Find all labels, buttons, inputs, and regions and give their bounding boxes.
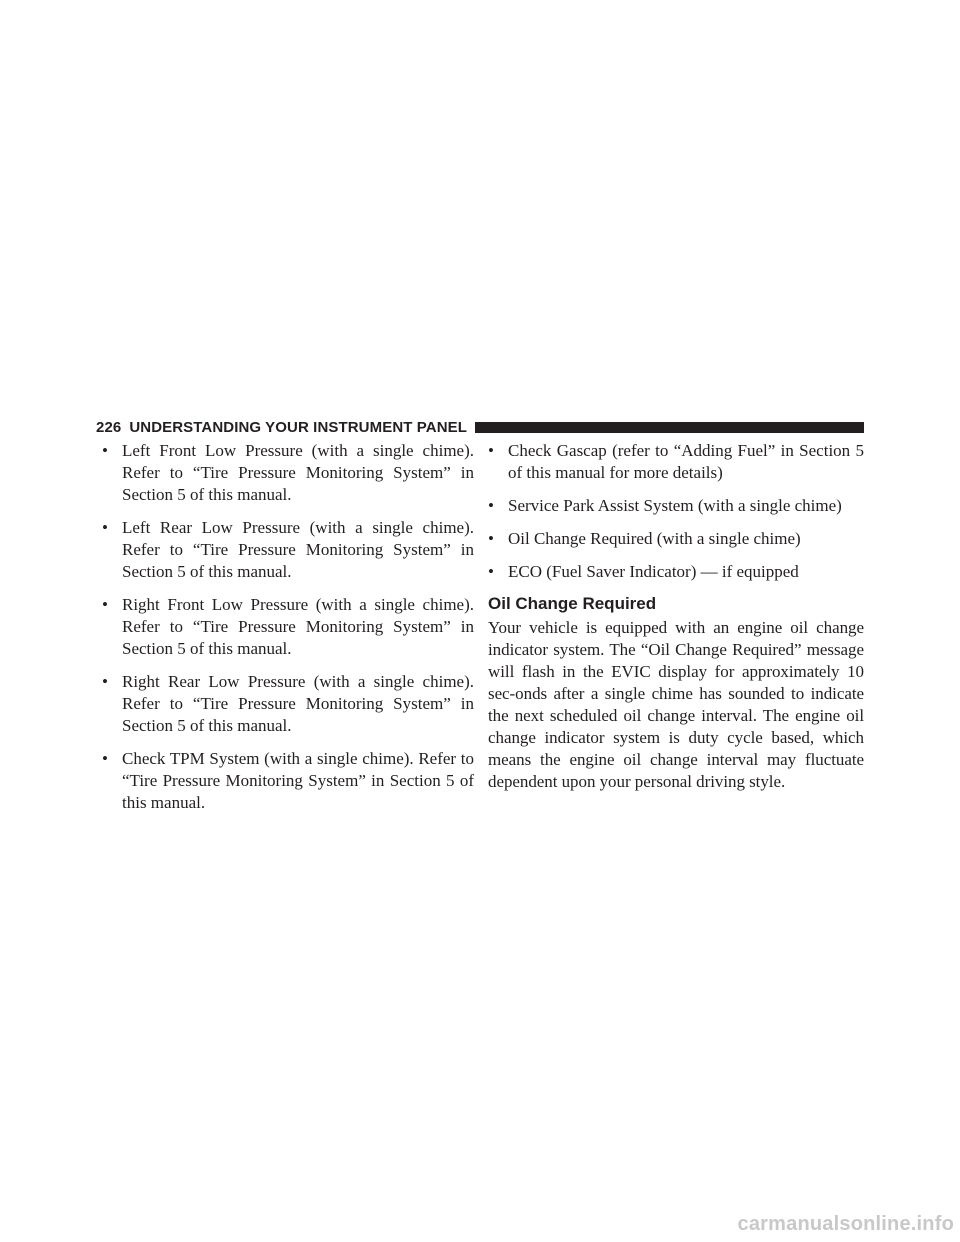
bullet-icon: • [488,529,494,548]
header-rule [475,422,864,433]
list-item-text: Right Front Low Pressure (with a single chime). Refer to “Tire Pressure Monitoring System” in Section 5 of this manual. [122,595,474,658]
right-column [488,440,864,793]
bullet-icon: • [488,496,494,515]
body-paragraph: Your vehicle is equipped with an engine oil change indicator system. The “Oil Change Required” message will flash in the EVIC display for approximately 10 sec-onds after a single chime has sounded to indicate the next scheduled oil change interval. The engine oil change indicator system is duty cycle based, which means the engine oil change interval may fluctuate dependent upon your personal driving style. [488,618,864,791]
list-item-text: Oil Change Required (with a single chime) [508,529,801,548]
list-item [102,748,474,814]
list-item [488,528,864,550]
left-bullet-list [102,440,474,814]
list-item-text: Left Rear Low Pressure (with a single chime). Refer to “Tire Pressure Monitoring System” in Section 5 of this manual. [122,518,474,581]
list-item-text: Right Rear Low Pressure (with a single chime). Refer to “Tire Pressure Monitoring System” in Section 5 of this manual. [122,672,474,735]
list-item [102,671,474,737]
list-item-text: Left Front Low Pressure (with a single chime). Refer to “Tire Pressure Monitoring System” in Section 5 of this manual. [122,441,474,504]
section-subheading: Oil Change Required [488,594,657,613]
right-bullet-list [488,440,864,583]
bullet-icon: • [488,441,494,460]
left-column [102,440,474,825]
page-number: 226 [96,418,122,436]
list-item [488,561,864,583]
bullet-icon: • [102,441,108,460]
bullet-icon: • [102,518,108,537]
bullet-icon: • [102,749,108,768]
list-item-text: ECO (Fuel Saver Indicator) — if equipped [508,562,799,581]
list-item [102,517,474,583]
list-item [488,440,864,484]
list-item [102,594,474,660]
bullet-icon: • [102,595,108,614]
page-header [96,416,864,438]
list-item [488,495,864,517]
bullet-icon: • [102,672,108,691]
list-item-text: Check TPM System (with a single chime). Refer to “Tire Pressure Monitoring System” in Section 5 of this manual. [122,749,474,812]
watermark: carmanualsonline.info [737,1213,954,1235]
section-title: UNDERSTANDING YOUR INSTRUMENT PANEL [129,418,468,436]
list-item [102,440,474,506]
list-item-text: Check Gascap (refer to “Adding Fuel” in Section 5 of this manual for more details) [508,441,864,482]
bullet-icon: • [488,562,494,581]
list-item-text: Service Park Assist System (with a single chime) [508,496,842,515]
